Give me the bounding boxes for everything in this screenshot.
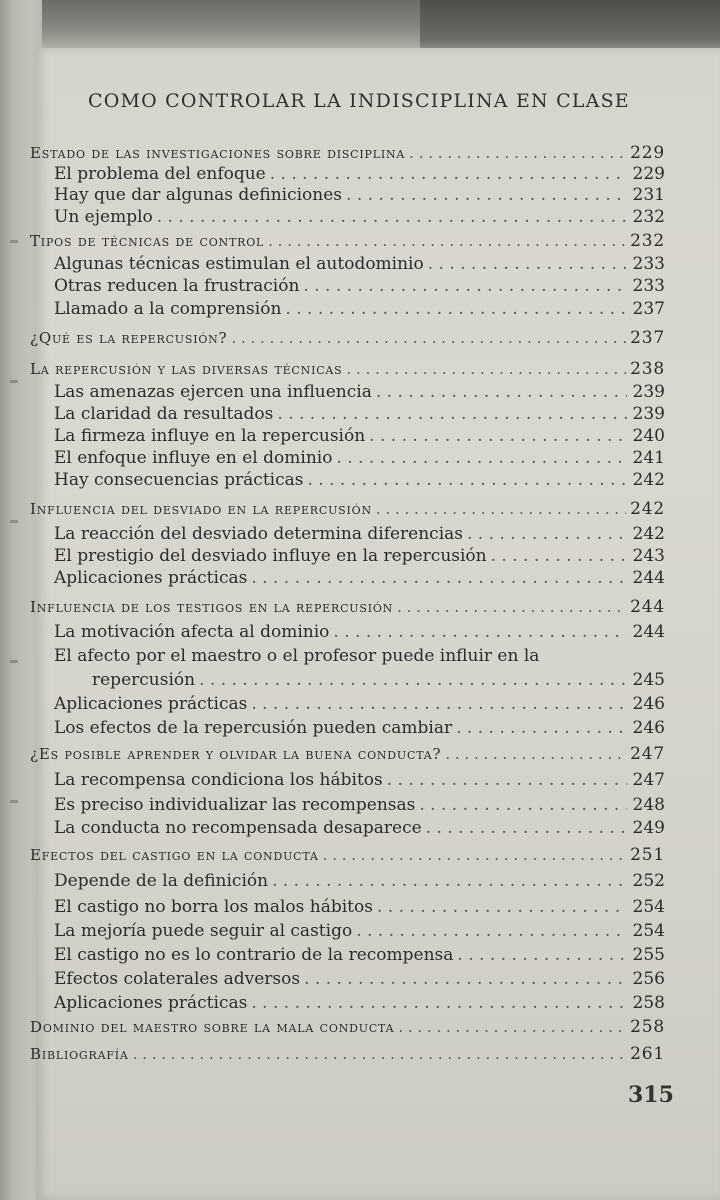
toc-subentry	[30, 717, 665, 739]
spine-mark	[10, 520, 18, 523]
dot-leader	[285, 297, 627, 321]
dot-leader	[347, 356, 627, 382]
dot-leader	[398, 1015, 626, 1040]
dot-leader	[251, 991, 627, 1015]
toc-subentry	[30, 794, 665, 817]
toc-entry-title: Algunas técnicas estimulan el autodominio	[54, 254, 424, 274]
toc-page-number: 233	[632, 276, 665, 296]
toc-subentry	[30, 545, 665, 567]
dot-leader	[133, 1040, 626, 1068]
toc-subentry	[30, 895, 665, 919]
dot-leader	[377, 895, 627, 919]
toc-page-number: 238	[630, 359, 665, 379]
toc-entry-title: El enfoque influye en el dominio	[54, 448, 333, 468]
toc-entry-title: Aplicaciones prácticas	[54, 568, 248, 588]
dot-leader	[303, 275, 627, 297]
toc-page-number: 240	[632, 426, 665, 446]
toc-section-entry	[30, 1040, 665, 1068]
page-heading: COMO CONTROLAR LA INDISCIPLINA EN CLASE	[88, 90, 630, 112]
toc-entry-title: Influencia de los testigos en la repercusión	[30, 598, 394, 616]
dot-leader	[456, 717, 627, 739]
toc-page-number: 255	[632, 945, 665, 965]
dot-leader	[277, 403, 627, 425]
toc-entry-title: La repercusión y las diversas técnicas	[30, 360, 343, 378]
toc-page-number: 242	[632, 524, 665, 544]
toc-entry-title: Aplicaciones prácticas	[54, 993, 248, 1013]
dot-leader	[409, 142, 626, 164]
dot-leader	[307, 469, 627, 492]
dot-leader	[251, 692, 627, 717]
toc-page-number: 229	[630, 143, 665, 163]
dot-leader	[376, 496, 626, 523]
toc-entry-title: La firmeza influye en la repercusión	[54, 426, 366, 446]
toc-section-entry	[30, 844, 665, 867]
toc-page-number: 242	[630, 499, 665, 519]
toc-entry-title: Estado de las investigaciones sobre disciplina	[30, 144, 406, 162]
toc-subentry	[30, 297, 665, 321]
toc-entry-title: Las amenazas ejercen una influencia	[54, 382, 372, 402]
toc-entry-title: La claridad da resultados	[54, 404, 274, 424]
dot-leader	[387, 766, 627, 794]
toc-subentry	[30, 919, 665, 943]
toc-section-entry	[30, 743, 665, 766]
toc-subentry	[30, 817, 665, 840]
toc-subentry	[30, 185, 665, 206]
toc-page-number: 258	[632, 993, 665, 1013]
toc-subentry	[30, 425, 665, 447]
dot-leader	[369, 425, 627, 447]
toc-section-entry	[30, 142, 665, 164]
dot-leader	[251, 567, 627, 590]
toc-entry-title: Efectos colaterales adversos	[54, 969, 301, 989]
toc-page-number: 248	[632, 795, 665, 815]
toc-subentry	[30, 867, 665, 895]
toc-subentry	[30, 469, 665, 492]
toc-page-number: 246	[632, 718, 665, 738]
spine-mark	[10, 800, 18, 803]
toc-entry-title: ¿Es posible aprender y olvidar la buena conducta?	[30, 745, 442, 763]
toc-subentry	[30, 668, 665, 692]
toc-page-number: 261	[630, 1044, 665, 1064]
spine-mark	[10, 660, 18, 663]
toc-entry-title: Un ejemplo	[54, 207, 153, 227]
toc-subentry	[30, 692, 665, 717]
dot-leader	[426, 817, 627, 840]
toc-entry-title: Es preciso individualizar las recompensas	[54, 795, 416, 815]
toc-page-number: 246	[632, 694, 665, 714]
toc-page-number: 239	[632, 404, 665, 424]
toc-page-number: 249	[632, 818, 665, 838]
toc-subentry	[30, 164, 665, 185]
toc-page-number: 231	[632, 185, 665, 205]
toc-page-number: 244	[632, 568, 665, 588]
toc-page-number: 237	[630, 328, 665, 348]
toc-section-entry	[30, 594, 665, 621]
toc-subentry	[30, 447, 665, 469]
toc-subentry	[30, 206, 665, 228]
toc-page-number: 251	[630, 845, 665, 865]
dot-leader	[428, 254, 627, 275]
toc-section-entry	[30, 1015, 665, 1040]
toc-entry-title: Hay consecuencias prácticas	[54, 470, 304, 490]
toc-page-number: 244	[632, 622, 665, 642]
background-surface	[420, 0, 720, 48]
toc-page-number: 256	[632, 969, 665, 989]
toc-entry-title: Bibliografía	[30, 1045, 129, 1063]
toc-page-number: 244	[630, 597, 665, 617]
toc-entry-title: El prestigio del desviado influye en la repercusión	[54, 546, 487, 566]
dot-leader	[323, 844, 626, 867]
toc-entry-title: Llamado a la comprensión	[54, 299, 282, 319]
toc-entry-title: Los efectos de la repercusión pueden cambiar	[54, 718, 453, 738]
dot-leader	[445, 743, 626, 766]
dot-leader	[157, 206, 627, 228]
toc-section-entry	[30, 325, 665, 352]
toc-page-number: 232	[630, 231, 665, 251]
dot-leader	[491, 545, 627, 567]
toc-entry-title: Influencia del desviado en la repercusión	[30, 500, 372, 518]
dot-leader	[336, 447, 627, 469]
toc-subentry	[30, 275, 665, 297]
dot-leader	[356, 919, 627, 943]
toc-subentry	[30, 254, 665, 275]
toc-subentry	[30, 523, 665, 545]
spine-mark	[10, 240, 18, 243]
toc-page-number: 233	[632, 254, 665, 274]
toc-entry-title: El castigo no borra los malos hábitos	[54, 897, 373, 917]
toc-entry-title: La reacción del desviado determina diferencias	[54, 524, 463, 544]
toc-subentry	[30, 621, 665, 644]
spine-mark	[10, 380, 18, 383]
dot-leader	[419, 794, 627, 817]
dot-leader	[333, 621, 627, 644]
dot-leader	[457, 943, 627, 967]
toc-page-number: 254	[632, 921, 665, 941]
table-of-contents	[30, 142, 665, 1068]
dot-leader	[346, 185, 627, 206]
toc-page-number: 258	[630, 1017, 665, 1037]
toc-entry-title: La mejoría puede seguir al castigo	[54, 921, 353, 941]
toc-page-number: 252	[632, 871, 665, 891]
page-number: 315	[628, 1082, 674, 1108]
toc-entry-title: Aplicaciones prácticas	[54, 694, 248, 714]
toc-page-number: 254	[632, 897, 665, 917]
dot-leader	[376, 382, 627, 403]
toc-entry-title: Dominio del maestro sobre la mala conducta	[30, 1018, 395, 1036]
toc-entry-title: Hay que dar algunas definiciones	[54, 185, 343, 205]
toc-page-number: 229	[632, 164, 665, 184]
toc-subentry	[30, 403, 665, 425]
dot-leader	[268, 228, 626, 254]
toc-page-number: 243	[632, 546, 665, 566]
toc-entry-title: La recompensa condiciona los hábitos	[54, 770, 383, 790]
toc-subentry	[30, 943, 665, 967]
toc-subentry	[30, 567, 665, 590]
dot-leader	[270, 164, 627, 185]
toc-entry-title-continued: repercusión	[92, 670, 196, 690]
toc-subentry	[30, 967, 665, 991]
toc-page-number: 242	[632, 470, 665, 490]
dot-leader	[397, 594, 626, 621]
toc-page-number: 247	[630, 744, 665, 764]
toc-subentry	[30, 644, 665, 668]
toc-subentry	[30, 382, 665, 403]
toc-page-number: 245	[632, 670, 665, 690]
toc-page-number: 241	[632, 448, 665, 468]
toc-section-entry	[30, 496, 665, 523]
toc-section-entry	[30, 228, 665, 254]
toc-page-number: 232	[632, 207, 665, 227]
toc-entry-title: Tipos de técnicas de control	[30, 232, 265, 250]
toc-entry-title: La conducta no recompensada desaparece	[54, 818, 422, 838]
toc-entry-title: La motivación afecta al dominio	[54, 622, 330, 642]
toc-entry-title: ¿Qué es la repercusión?	[30, 329, 228, 347]
toc-page-number: 237	[632, 299, 665, 319]
toc-page-number: 247	[632, 770, 665, 790]
toc-entry-title: Depende de la definición	[54, 871, 269, 891]
toc-entry-title: El afecto por el maestro o el profesor puede influir en la	[54, 646, 540, 666]
dot-leader	[231, 325, 626, 352]
toc-entry-title: Otras reducen la frustración	[54, 276, 300, 296]
toc-entry-title: El problema del enfoque	[54, 164, 266, 184]
toc-entry-title: Efectos del castigo en la conducta	[30, 846, 319, 864]
toc-page-number: 239	[632, 382, 665, 402]
toc-entry-title: El castigo no es lo contrario de la recompensa	[54, 945, 454, 965]
dot-leader	[304, 967, 627, 991]
dot-leader	[272, 867, 627, 895]
dot-leader	[467, 523, 627, 545]
toc-section-entry	[30, 356, 665, 382]
toc-subentry	[30, 766, 665, 794]
toc-subentry	[30, 991, 665, 1015]
dot-leader	[199, 668, 627, 692]
